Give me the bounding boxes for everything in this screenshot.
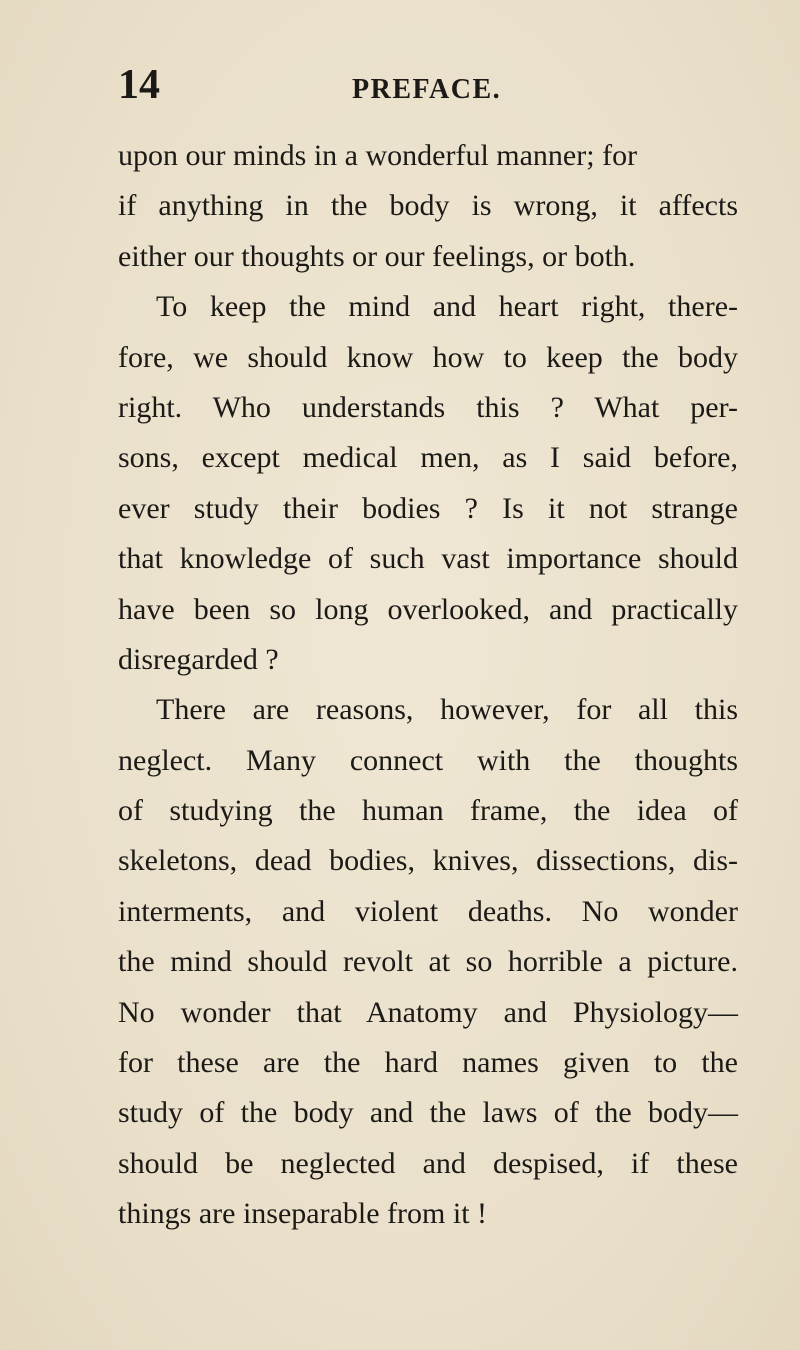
paragraph-start-line: To keep the mind and heart right, there- <box>156 290 738 324</box>
text-line: either our thoughts or our feelings, or both. <box>118 239 636 273</box>
text-line: that knowledge of such vast importance should <box>118 542 738 576</box>
text-line: things are inseparable from it ! <box>118 1197 488 1231</box>
text-line: No wonder that Anatomy and Physiology— <box>118 995 738 1029</box>
text-line: ever study their bodies ? Is it not strange <box>118 491 738 525</box>
text-line: of studying the human frame, the idea of <box>118 794 738 828</box>
text-line: disregarded ? <box>118 642 279 676</box>
text-line: for these are the hard names given to the <box>118 1046 738 1080</box>
text-line: right. Who understands this ? What per- <box>118 390 738 424</box>
body-text <box>118 131 738 1240</box>
text-line: if anything in the body is wrong, it affects <box>118 189 738 223</box>
paragraph-start-line: There are reasons, however, for all this <box>156 693 738 727</box>
text-line: study of the body and the laws of the body— <box>118 1096 738 1130</box>
text-line: interments, and violent deaths. No wonder <box>118 894 738 928</box>
text-line: the mind should revolt at so horrible a picture. <box>118 945 738 979</box>
running-head <box>118 60 738 110</box>
text-line: have been so long overlooked, and practically <box>118 592 738 626</box>
text-line: should be neglected and despised, if these <box>118 1146 738 1180</box>
text-line: sons, except medical men, as I said before, <box>118 441 738 475</box>
text-line: fore, we should know how to keep the body <box>118 340 738 374</box>
running-title: PREFACE. <box>352 74 502 105</box>
text-line: skeletons, dead bodies, knives, dissections, dis- <box>118 844 738 878</box>
text-line: upon our minds in a wonderful manner; for <box>118 139 638 172</box>
text-line: neglect. Many connect with the thoughts <box>118 743 738 777</box>
page-number: 14 <box>118 62 160 108</box>
